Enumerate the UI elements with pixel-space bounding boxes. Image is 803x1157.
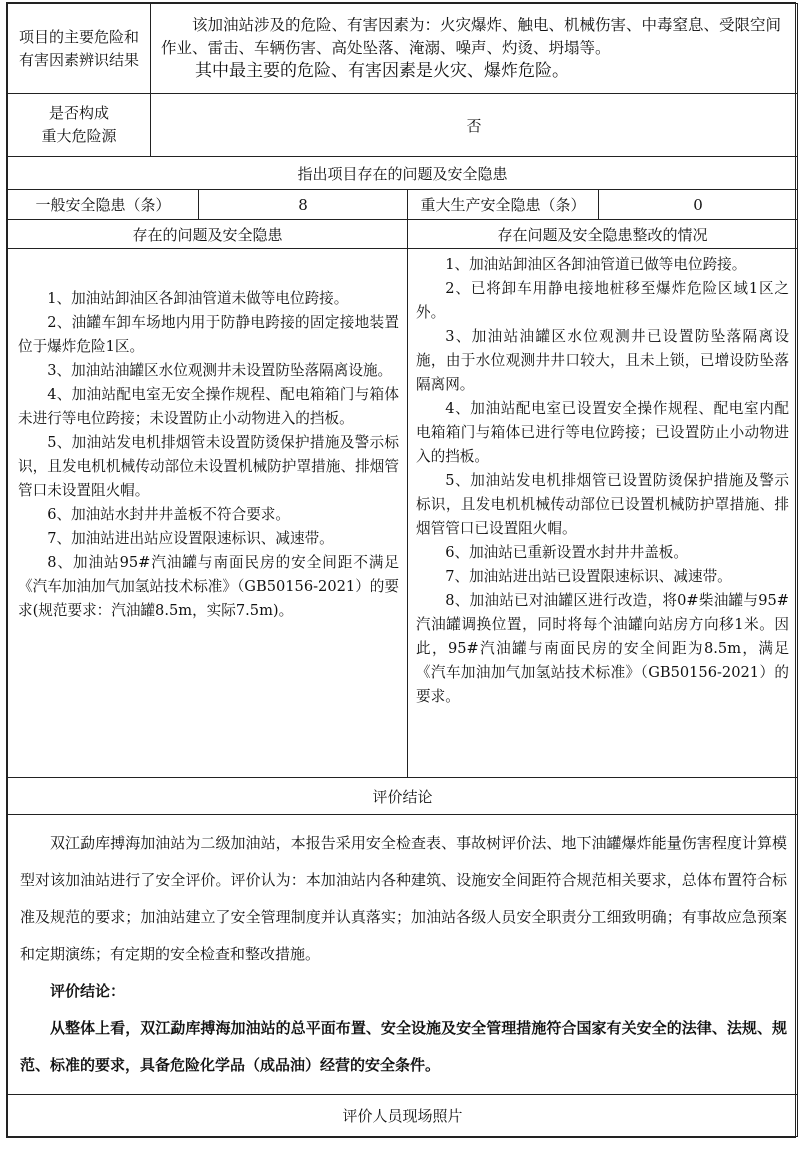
rectification-item: 7、加油站进出站已设置限速标识、减速带。 xyxy=(445,568,732,585)
issue-item: 7、加油站进出站应设置限速标识、减速带。 xyxy=(47,530,334,547)
major-hazard-value: 否 xyxy=(151,94,798,157)
hazard-label: 项目的主要危险和有害因素辨识结果 xyxy=(8,4,151,94)
issue-item: 5、加油站发电机排烟管未设置防烫保护措施及警示标识，且发电机机械传动部位未设置机械防护罩措施、排烟管管口未设置阻火帽。 xyxy=(18,434,399,499)
conclusion-subheader: 评价结论： xyxy=(50,982,126,1000)
rectification-item: 3、加油站油罐区水位观测井已设置防坠落隔离设施，由于水位观测井井口较大，且未上锁，已增设防坠落隔离网。 xyxy=(416,328,790,393)
rectification-item: 8、加油站已对油罐区进行改造，将0#柴油罐与95#汽油罐调换位置，同时将每个油罐向站房方向移1米。因此，95#汽油罐与南面民房的安全间距为8.5m，满足《汽车加油加气加氢站技术标准》（GB50156-2021）的要求。 xyxy=(416,592,790,705)
major-hazard-count-value: 0 xyxy=(599,190,798,220)
rectification-list xyxy=(408,249,798,778)
major-hazard-row xyxy=(8,94,798,157)
conclusion-header: 评价结论 xyxy=(8,778,798,815)
rectification-item: 1、加油站卸油区各卸油管道已做等电位跨接。 xyxy=(445,256,747,273)
rectification-item: 5、加油站发电机排烟管已设置防烫保护措施及警示标识，且发电机机械传动部位已设置机械防护罩措施、排烟管管口已设置阻火帽。 xyxy=(416,472,790,537)
issue-item: 4、加油站配电室无安全操作规程、配电箱箱门与箱体未进行等电位跨接；未设置防止小动物进入的挡板。 xyxy=(18,386,399,427)
issues-header-row xyxy=(8,157,798,190)
conclusion-final: 从整体上看，双江勐库搏海加油站的总平面布置、安全设施及安全管理措施符合国家有关安全的法律、法规、规范、标准的要求，具备危险化学品（成品油）经营的安全条件。 xyxy=(20,1019,788,1074)
rectification-item: 2、已将卸车用静电接地桩移至爆炸危险区域1区之外。 xyxy=(416,280,790,321)
major-hazard-label-line2: 重大危险源 xyxy=(41,127,117,145)
counts-row xyxy=(8,190,798,220)
issues-column-header: 存在的问题及安全隐患 xyxy=(8,220,408,249)
issues-detail-row xyxy=(8,249,798,778)
conclusion-body: 双江勐库搏海加油站为二级加油站，本报告采用安全检查表、事故树评价法、地下油罐爆炸能量伤害程度计算模型对该加油站进行了安全评价。评价认为：本加油站内各种建筑、设施安全间距符合规范相关要求，总体布置符合标准及规范的要求；加油站建立了安全管理制度并认真落实；加油站各级人员安全职责分工细致明确；有事故应急预案和定期演练；有定期的安全检查和整改措施。 xyxy=(20,834,788,963)
issue-item: 6、加油站水封井井盖板不符合要求。 xyxy=(47,506,290,523)
issues-list xyxy=(8,249,408,778)
issue-item: 3、加油站油罐区水位观测井未设置防坠落隔离设施。 xyxy=(47,362,393,379)
issue-item: 8、加油站95#汽油罐与南面民房的安全间距不满足《汽车加油加气加氢站技术标准》（GB50156-2021）的要求(规范要求：汽油罐8.5m，实际7.5m)。 xyxy=(18,554,399,619)
conclusion-content xyxy=(8,815,798,1095)
safety-evaluation-form xyxy=(6,2,796,1138)
photos-header: 评价人员现场照片 xyxy=(8,1095,798,1137)
issue-item: 1、加油站卸油区各卸油管道未做等电位跨接。 xyxy=(47,290,349,307)
columns-header-row xyxy=(8,220,798,249)
general-hazard-count-value: 8 xyxy=(199,190,408,220)
rectification-column-header: 存在问题及安全隐患整改的情况 xyxy=(408,220,798,249)
photos-header-row xyxy=(8,1095,798,1137)
major-hazard-label-line1: 是否构成 xyxy=(48,104,109,122)
hazard-content xyxy=(151,4,798,94)
conclusion-body-row xyxy=(8,815,798,1095)
issue-item: 2、油罐车卸车场地内用于防静电跨接的固定接地装置位于爆炸危险1区。 xyxy=(18,314,399,355)
hazard-row xyxy=(8,4,798,94)
hazard-factors: 该加油站涉及的危险、有害因素为：火灾爆炸、触电、机械伤害、中毒窒息、受限空间作业、雷击、车辆伤害、高处坠落、淹溺、噪声、灼烫、坍塌等。 xyxy=(161,16,782,57)
conclusion-header-row xyxy=(8,778,798,815)
rectification-item: 4、加油站配电室已设置安全操作规程、配电室内配电箱箱门与箱体已进行等电位跨接；已设置防止小动物进入的挡板。 xyxy=(416,400,790,465)
evaluation-table xyxy=(7,3,798,1137)
major-hazard-count-label: 重大生产安全隐患（条） xyxy=(408,190,599,220)
rectification-item: 6、加油站已重新设置水封井井盖板。 xyxy=(445,544,688,561)
issues-header: 指出项目存在的问题及安全隐患 xyxy=(8,157,798,190)
major-hazard-label xyxy=(8,94,151,157)
hazard-main-factor: 其中最主要的危险、有害因素是火灾、爆炸危险。 xyxy=(195,61,569,81)
general-hazard-count-label: 一般安全隐患（条） xyxy=(8,190,199,220)
